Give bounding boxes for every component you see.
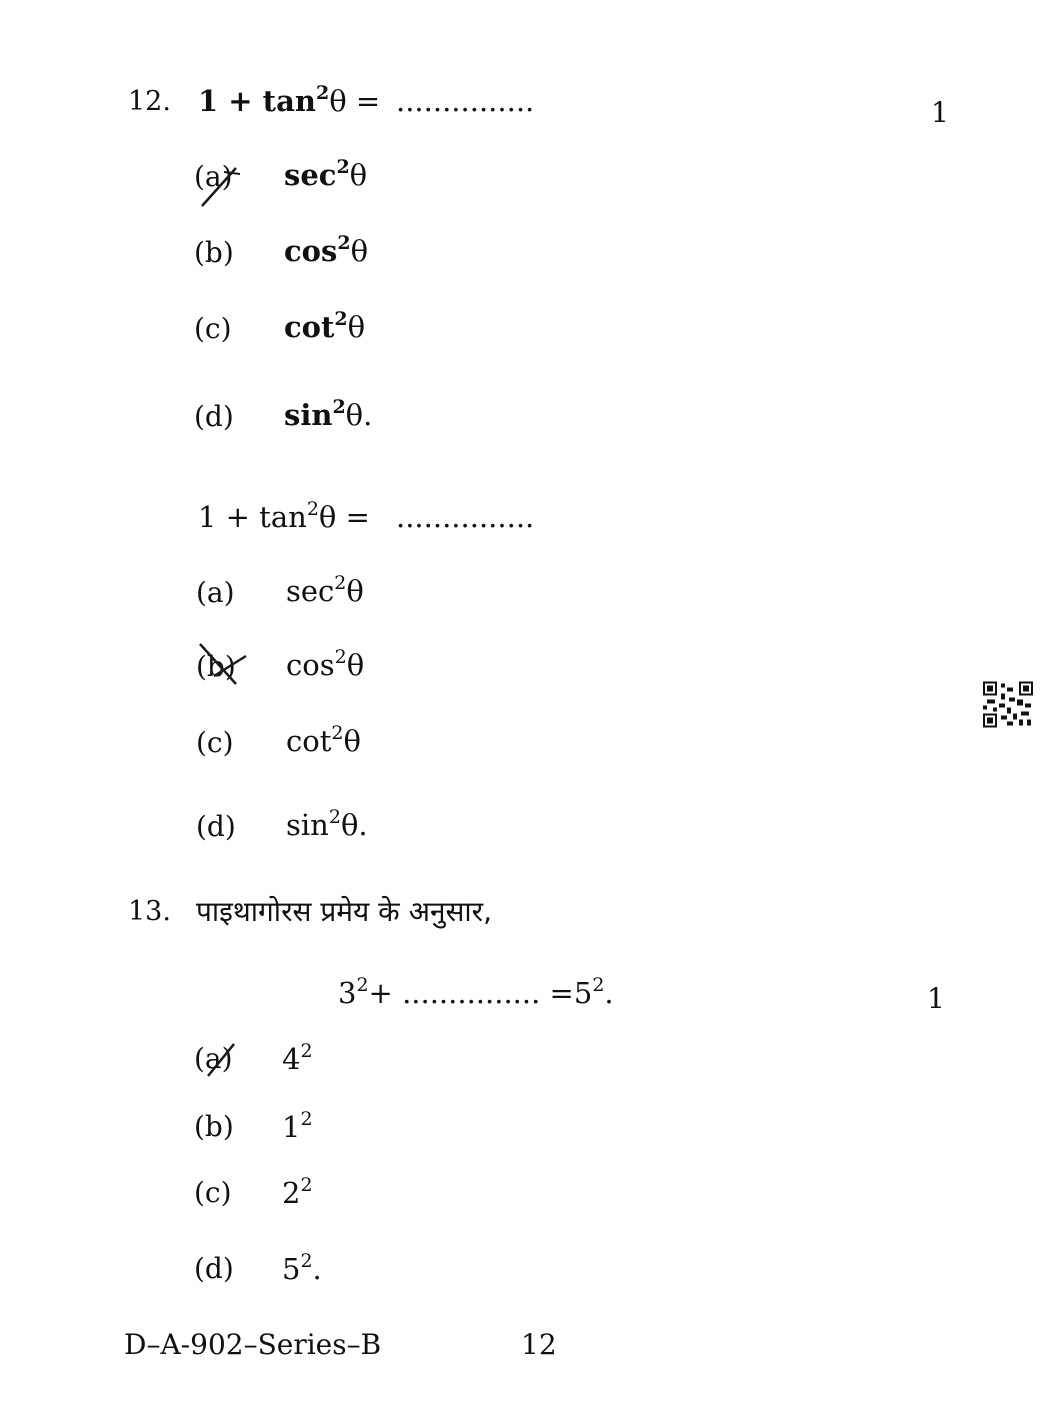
option-value: $2^2$ bbox=[282, 1174, 313, 1210]
equation: $3^2+$ ............... $=5^2$. bbox=[338, 974, 614, 1010]
option-label: (b) bbox=[194, 236, 234, 269]
option-value: $5^2$. bbox=[282, 1250, 322, 1286]
option-value: $\sec^2\theta$ bbox=[284, 156, 368, 192]
option-label: (d) bbox=[194, 400, 234, 433]
answer-blank: ............... bbox=[396, 500, 535, 534]
option-label: (c) bbox=[196, 726, 234, 759]
stem-exponent: 2 bbox=[315, 82, 330, 104]
marks: 1 bbox=[927, 982, 945, 1015]
question-stem bbox=[198, 84, 380, 118]
qr-code-icon bbox=[983, 681, 1033, 728]
option-value: $\cos^2\theta$ bbox=[286, 646, 365, 682]
question-number: 13. bbox=[128, 896, 171, 927]
option-value: $4^2$ bbox=[282, 1040, 313, 1076]
option-value: $\sec^2\theta$ bbox=[286, 572, 364, 608]
option-label: (d) bbox=[196, 810, 236, 843]
paper-code: D–A-902–Series–B bbox=[124, 1328, 382, 1361]
option-label: (a) bbox=[194, 1042, 233, 1075]
page-number: 12 bbox=[521, 1328, 557, 1361]
option-value: $\cot^2\theta$ bbox=[284, 308, 366, 344]
stem-left: 1 + tan bbox=[198, 84, 316, 118]
stem-right: θ = bbox=[329, 84, 381, 118]
option-label: (a) bbox=[196, 576, 235, 609]
option-label: (d) bbox=[194, 1252, 234, 1285]
answer-blank: ............... bbox=[396, 84, 535, 118]
option-label: (b) bbox=[194, 1110, 234, 1143]
option-value: $1^2$ bbox=[282, 1108, 313, 1144]
option-label: (c) bbox=[194, 1176, 232, 1209]
question-stem-hindi: पाइथागोरस प्रमेय के अनुसार, bbox=[196, 895, 493, 928]
marks: 1 bbox=[931, 96, 949, 129]
question-stem-hindi-version: $1 + \tan^2\theta$ = bbox=[198, 498, 370, 534]
option-value: $\cos^2\theta$ bbox=[284, 232, 369, 268]
option-value: $\sin^2\theta$. bbox=[284, 396, 373, 432]
question-number: 12. bbox=[128, 86, 171, 117]
option-label: (b) bbox=[196, 650, 236, 683]
option-label: (c) bbox=[194, 312, 232, 345]
option-value: $\sin^2\theta$. bbox=[286, 806, 368, 842]
option-label: (a) bbox=[194, 160, 233, 193]
option-value: $\cot^2\theta$ bbox=[286, 722, 361, 758]
